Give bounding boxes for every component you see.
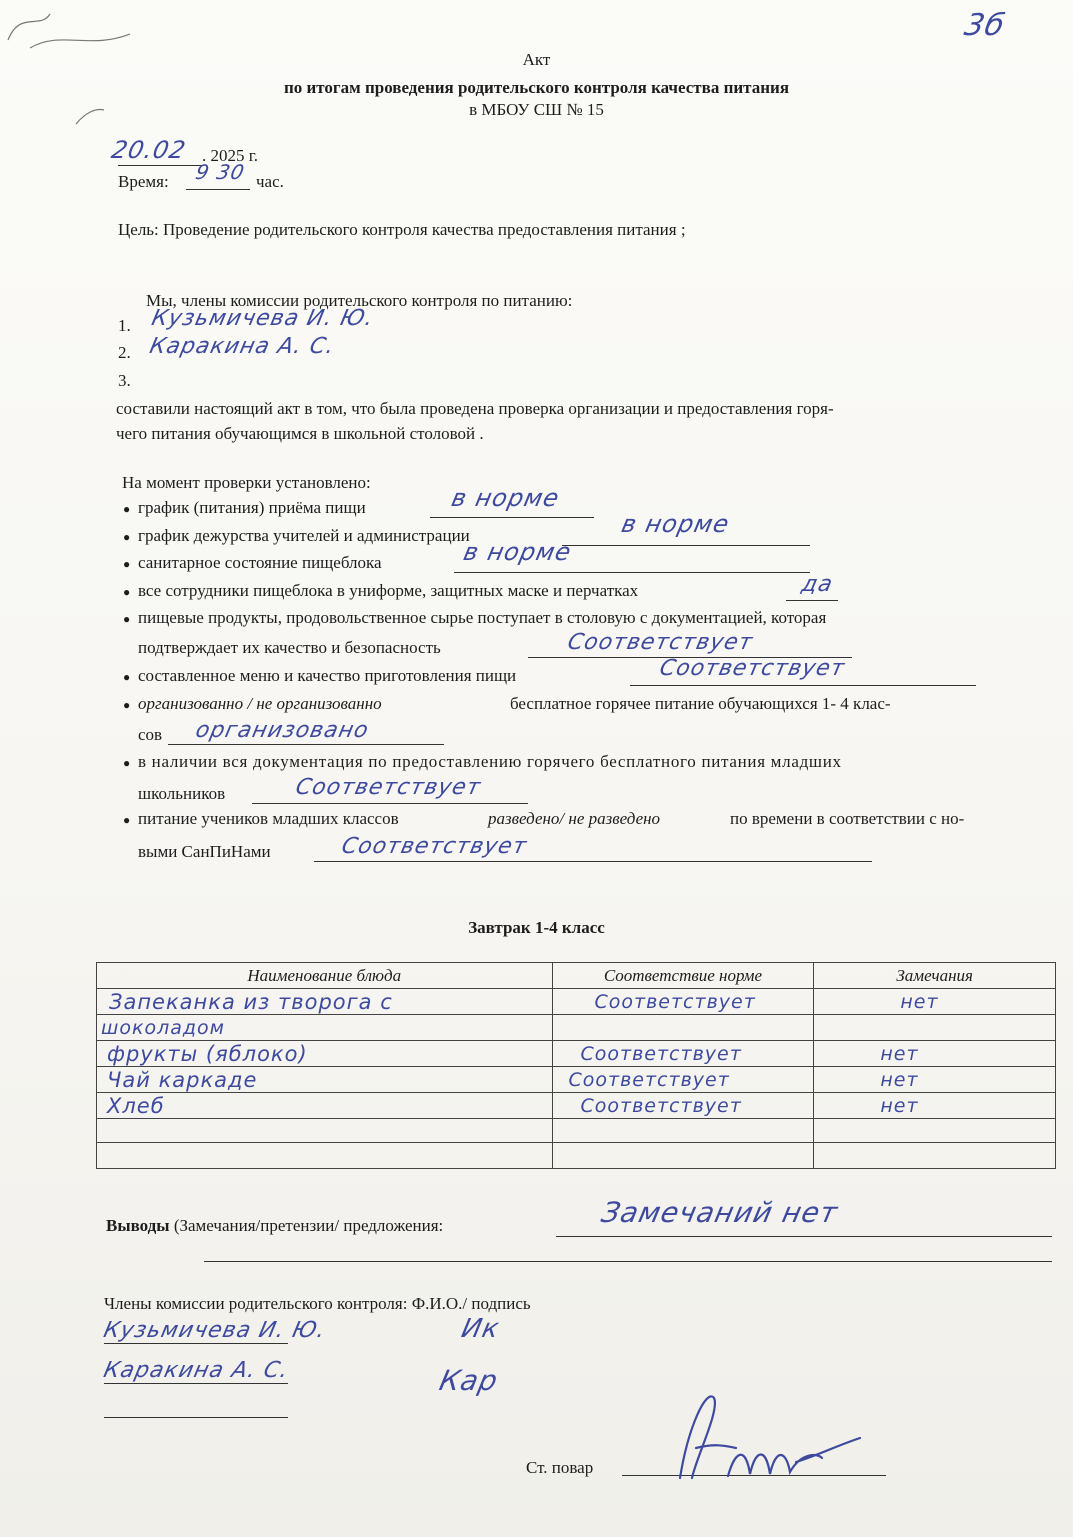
finding-9-options: разведено/ не разведено [488, 809, 661, 828]
bullet-icon: ● [123, 813, 131, 827]
finding-6-answer: Соответствует [657, 656, 848, 681]
signature-line-3 [104, 1417, 288, 1418]
breakfast-table [96, 962, 1056, 1169]
member-1-signature: Ик [458, 1314, 503, 1344]
member-num-1: 1. [118, 316, 131, 335]
time-label: Время: [118, 172, 169, 191]
finding-7-answer: организовано [193, 718, 372, 743]
signature-line-2 [104, 1383, 288, 1384]
time-line [186, 189, 250, 190]
member-num-2: 2. [118, 343, 131, 362]
statement-line-1: составили настоящий акт в том, что была проведена проверка организации и предоставления горя- [116, 399, 834, 418]
time-handwritten: 9 30 [193, 160, 248, 184]
school-name: в МБОУ СШ № 15 [469, 100, 604, 119]
finding-2-label: график дежурства учителей и администрации [138, 526, 470, 545]
signature-line-1 [104, 1343, 288, 1344]
dish-cell: Хлеб [107, 1093, 165, 1118]
member-name-2: Каракина А. С. [147, 334, 338, 359]
finding-4-label: все сотрудники пищеблока в униформе, защитных маске и перчатках [138, 581, 639, 600]
finding-6-line [630, 685, 976, 686]
remark-cell [814, 1143, 1056, 1169]
cook-label: Ст. повар [526, 1458, 594, 1477]
norm-cell: Соответствует [594, 990, 756, 1013]
members-intro: Мы, члены комиссии родительского контроля по питанию: [146, 291, 573, 310]
finding-3-line [454, 572, 810, 573]
dish-cell [97, 1119, 553, 1143]
finding-8-line [252, 803, 528, 804]
norm-cell [552, 1143, 814, 1169]
finding-5-line-1: пищевые продукты, продовольственное сырье поступает в столовую с документацией, которая [138, 608, 827, 627]
finding-1-answer: в норме [449, 484, 563, 512]
finding-9-text-a: питание учеников младших классов [138, 809, 399, 828]
corner-scribble [0, 0, 160, 130]
member-2-signature: Кар [436, 1364, 502, 1397]
member-2-name: Каракина А. С. [101, 1358, 292, 1383]
table-title: Завтрак 1-4 класс [468, 918, 605, 937]
bullet-icon: ● [123, 585, 131, 599]
norm-cell [552, 1119, 814, 1143]
finding-7-line [168, 744, 444, 745]
remark-cell: нет [880, 1094, 919, 1117]
finding-6-label: составленное меню и качество приготовления пищи [138, 666, 517, 685]
conclusions-label [106, 1216, 443, 1236]
date-suffix: . 2025 г. [202, 146, 259, 165]
finding-7-text: бесплатное горячее питание обучающихся 1- 4 клас- [510, 694, 891, 713]
finding-4-line [786, 600, 838, 601]
finding-1-line [430, 517, 594, 518]
date-handwritten: 20.02 [109, 136, 189, 164]
conclusions-answer: Замечаний нет [598, 1196, 842, 1229]
findings-intro: На момент проверки установлено: [122, 473, 371, 492]
date-line [118, 165, 202, 166]
finding-3-label: санитарное состояние пищеблока [138, 553, 382, 572]
finding-5-answer: Соответствует [565, 630, 756, 655]
finding-5-line-2: подтверждает их качество и безопасность [138, 638, 441, 657]
bullet-icon: ● [123, 530, 131, 544]
finding-9-answer: Соответствует [339, 834, 530, 859]
finding-2-line [562, 545, 810, 546]
remark-cell [814, 1119, 1056, 1143]
finding-9-line-2: выми СанПиНами [138, 842, 271, 861]
conclusions-line-2 [204, 1261, 1052, 1262]
table-row [97, 1119, 1056, 1143]
dish-cell: шоколадом [101, 1016, 225, 1039]
remark-cell: нет [880, 1042, 919, 1065]
bullet-icon: ● [123, 612, 131, 626]
remark-cell: нет [900, 990, 939, 1013]
bullet-icon: ● [123, 502, 131, 516]
member-name-1: Кузьмичева И. Ю. [149, 306, 377, 331]
cook-signature [666, 1388, 866, 1488]
norm-cell: Соответствует [568, 1068, 730, 1091]
bullet-icon: ● [123, 670, 131, 684]
dish-cell [97, 1143, 553, 1169]
finding-9-line [314, 861, 872, 862]
table-row [97, 1041, 1056, 1067]
goal-text: Цель: Проведение родительского контроля качества предоставления питания ; [118, 220, 686, 239]
conclusions-line-1 [556, 1236, 1052, 1237]
finding-9-text-b: по времени в соответствии с но- [730, 809, 965, 828]
header-remarks: Замечания [814, 963, 1056, 989]
norm-cell: Соответствует [580, 1094, 742, 1117]
finding-7-options: организованно / не организованно [138, 694, 382, 713]
finding-8-line-2: школьников [138, 784, 226, 803]
finding-8-line-1: в наличии вся документация по предоставлению горячего бесплатного питания младших [138, 752, 842, 771]
dish-cell: Чай каркаде [107, 1067, 258, 1092]
dish-cell: Запеканка из творога с [109, 989, 393, 1014]
table-row [97, 1067, 1056, 1093]
table-row [97, 989, 1056, 1015]
table-header-row [97, 963, 1056, 989]
doc-subtitle: по итогам проведения родительского контроля качества питания [283, 78, 790, 97]
finding-7-line-2: сов [138, 725, 163, 744]
dish-cell: фрукты (яблоко) [107, 1041, 308, 1066]
member-num-3: 3. [118, 371, 131, 390]
corner-note: 3б [961, 8, 1009, 43]
table-row [97, 1143, 1056, 1169]
conclusions-label-bold: Выводы [106, 1216, 170, 1235]
remark-cell: нет [880, 1068, 919, 1091]
doc-title: Акт [522, 50, 551, 69]
finding-3-answer: в норме [461, 538, 575, 566]
signatures-label: Члены комиссии родительского контроля: Ф.И.О./ подпись [104, 1294, 531, 1313]
table-row [97, 1093, 1056, 1119]
finding-8-answer: Соответствует [293, 775, 484, 800]
finding-4-answer: да [799, 572, 836, 597]
table-row [97, 1015, 1056, 1041]
member-1-name: Кузьмичева И. Ю. [101, 1318, 329, 1343]
header-dish: Наименование блюда [97, 963, 553, 989]
bullet-icon: ● [123, 756, 131, 770]
finding-2-answer: в норме [619, 510, 733, 538]
finding-1-label: график (питания) приёма пищи [138, 498, 366, 517]
statement-line-2: чего питания обучающимся в школьной столовой . [116, 424, 484, 443]
conclusions-label-rest: (Замечания/претензии/ предложения: [169, 1216, 444, 1235]
time-suffix: час. [256, 172, 284, 191]
bullet-icon: ● [123, 698, 131, 712]
header-norm: Соответствие норме [552, 963, 814, 989]
bullet-icon: ● [123, 557, 131, 571]
norm-cell: Соответствует [580, 1042, 742, 1065]
